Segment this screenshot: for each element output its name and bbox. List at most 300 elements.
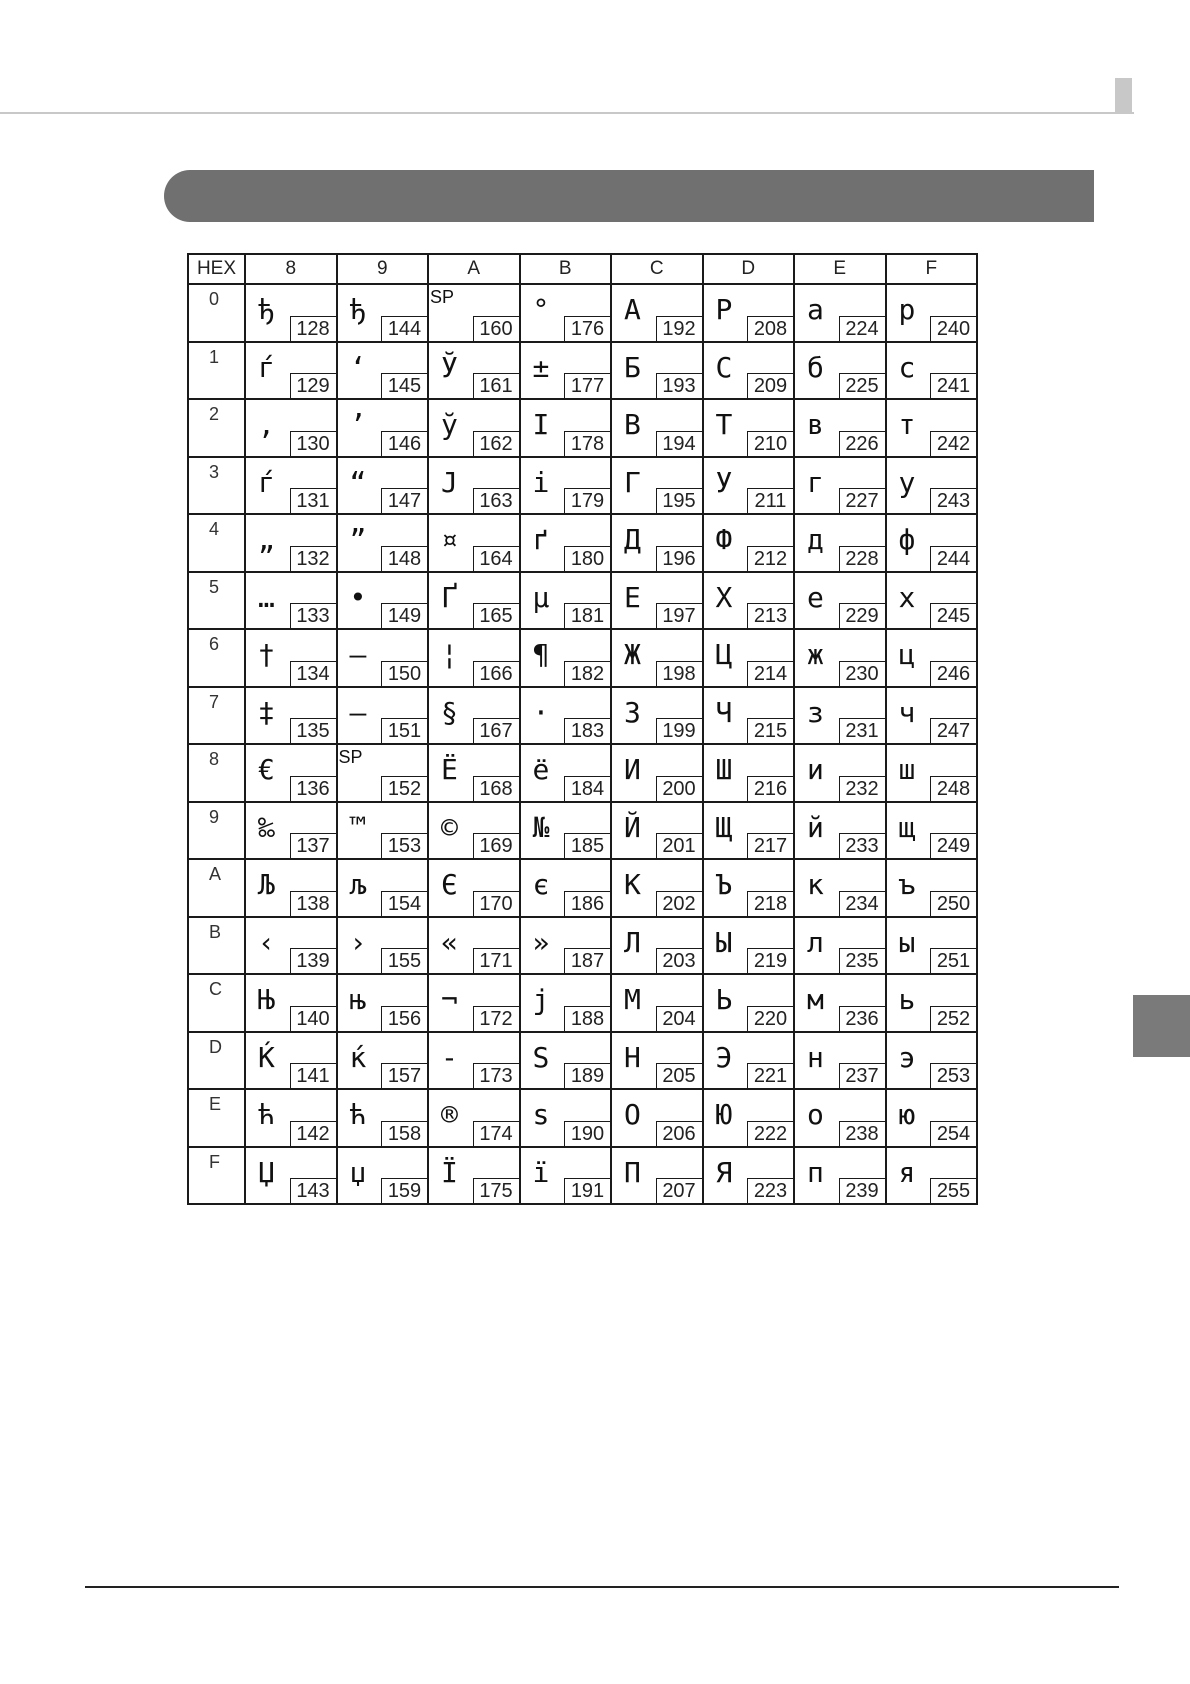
char-cell: [794, 744, 886, 802]
decimal-code: 227: [839, 488, 885, 513]
char-cell: [703, 1147, 795, 1205]
char-cell: [794, 917, 886, 975]
table-row: [188, 744, 977, 802]
decimal-code: 202: [656, 891, 702, 916]
char-glyph: ж: [807, 638, 824, 671]
char-cell: [611, 629, 703, 687]
decimal-code: 158: [381, 1121, 427, 1146]
decimal-code: 132: [290, 546, 336, 571]
char-cell: [428, 284, 520, 342]
char-cell: [428, 917, 520, 975]
decimal-code: 205: [656, 1063, 702, 1088]
char-cell: [520, 514, 612, 572]
char-glyph: Ф: [715, 523, 733, 556]
char-glyph: Е: [624, 580, 641, 614]
char-cell: [428, 1089, 520, 1147]
column-header: 8: [245, 254, 337, 284]
char-cell: [520, 1032, 612, 1090]
decimal-code: 206: [656, 1121, 702, 1146]
decimal-code: 181: [564, 603, 610, 628]
decimal-code: 184: [564, 776, 610, 801]
decimal-code: 199: [656, 718, 702, 743]
char-glyph: -: [441, 1040, 458, 1074]
decimal-code: 146: [381, 431, 427, 456]
decimal-code: 141: [290, 1063, 336, 1088]
char-glyph: –: [349, 638, 367, 671]
char-cell: [611, 342, 703, 400]
decimal-code: 191: [564, 1178, 610, 1203]
char-cell: [611, 399, 703, 457]
decimal-code: 148: [381, 546, 427, 571]
char-glyph: з: [807, 695, 824, 729]
char-cell: [428, 457, 520, 515]
char-glyph: »: [532, 925, 550, 959]
decimal-code: 149: [381, 603, 427, 628]
decimal-code: 246: [930, 661, 976, 686]
table-row: [188, 514, 977, 572]
decimal-code: 182: [564, 661, 610, 686]
decimal-code: 151: [381, 718, 427, 743]
char-glyph: ц: [898, 638, 916, 671]
char-glyph: ‚: [258, 408, 275, 441]
char-cell: [428, 514, 520, 572]
decimal-code: 187: [564, 948, 610, 973]
char-cell: [337, 744, 429, 802]
decimal-code: 221: [747, 1063, 793, 1088]
char-cell: [794, 1089, 886, 1147]
char-glyph: П: [624, 1155, 641, 1189]
decimal-code: 250: [930, 891, 976, 916]
char-glyph: Л: [624, 925, 641, 959]
char-glyph: О: [624, 1098, 641, 1131]
char-glyph: І: [532, 408, 550, 441]
char-cell: [337, 859, 429, 917]
char-cell: [703, 744, 795, 802]
char-cell: [703, 974, 795, 1032]
char-glyph: Є: [441, 868, 458, 901]
char-cell: [886, 1089, 978, 1147]
char-cell: [428, 572, 520, 630]
char-glyph: —: [349, 695, 367, 729]
decimal-code: 225: [839, 373, 885, 398]
char-cell: [611, 859, 703, 917]
footer-rule: [85, 1586, 1119, 1588]
char-glyph: ¶: [532, 638, 550, 671]
char-glyph: ¦: [441, 638, 458, 671]
char-cell: [886, 974, 978, 1032]
char-cell: [886, 284, 978, 342]
decimal-code: 222: [747, 1121, 793, 1146]
char-cell: [794, 687, 886, 745]
char-cell: [520, 1089, 612, 1147]
char-glyph: ь: [898, 983, 916, 1016]
char-glyph: Н: [624, 1040, 641, 1074]
char-cell: [520, 457, 612, 515]
char-cell: [245, 1032, 337, 1090]
char-glyph: Р: [715, 293, 733, 326]
row-label: C: [188, 974, 245, 1032]
char-glyph: Ю: [715, 1098, 733, 1131]
row-label: 2: [188, 399, 245, 457]
char-cell: [886, 457, 978, 515]
char-glyph: Э: [715, 1040, 733, 1074]
char-cell: [794, 629, 886, 687]
decimal-code: 247: [930, 718, 976, 743]
char-cell: [245, 399, 337, 457]
char-glyph: ›: [349, 925, 367, 959]
char-cell: [245, 917, 337, 975]
char-glyph: ¤: [441, 523, 458, 556]
char-glyph: К: [624, 868, 641, 901]
char-glyph: т: [898, 408, 916, 441]
char-glyph: Й: [624, 810, 641, 844]
char-cell: [886, 399, 978, 457]
decimal-code: 244: [930, 546, 976, 571]
decimal-code: 251: [930, 948, 976, 973]
table-row: [188, 1032, 977, 1090]
decimal-code: 218: [747, 891, 793, 916]
char-glyph: ђ: [349, 293, 367, 326]
char-glyph: Ґ: [441, 580, 458, 614]
decimal-code: 211: [747, 488, 793, 513]
decimal-code: 133: [290, 603, 336, 628]
decimal-code: 174: [473, 1121, 519, 1146]
char-glyph: и: [807, 753, 824, 786]
char-cell: [611, 457, 703, 515]
char-cell: [886, 1032, 978, 1090]
char-cell: [611, 974, 703, 1032]
decimal-code: 245: [930, 603, 976, 628]
header-rule: [0, 112, 1134, 114]
char-cell: [886, 629, 978, 687]
decimal-code: 197: [656, 603, 702, 628]
char-cell: [337, 629, 429, 687]
char-glyph: ў: [441, 408, 458, 441]
char-glyph: ђ: [258, 293, 275, 326]
char-cell: [520, 917, 612, 975]
char-glyph: “: [349, 465, 367, 499]
table-body: [188, 284, 977, 1204]
row-label: 5: [188, 572, 245, 630]
decimal-code: 159: [381, 1178, 427, 1203]
char-glyph: Ѕ: [532, 1040, 550, 1074]
char-glyph: д: [807, 523, 824, 556]
char-glyph: Ќ: [258, 1040, 275, 1074]
char-glyph: њ: [349, 983, 367, 1016]
char-cell: [794, 859, 886, 917]
char-glyph: й: [807, 810, 824, 844]
char-glyph: ѕ: [532, 1098, 550, 1131]
row-label: D: [188, 1032, 245, 1090]
decimal-code: 156: [381, 1006, 427, 1031]
char-glyph: џ: [349, 1155, 367, 1189]
char-glyph: ю: [898, 1098, 916, 1131]
char-glyph: ѓ: [258, 350, 275, 384]
char-cell: [794, 514, 886, 572]
decimal-code: 233: [839, 833, 885, 858]
table-row: [188, 859, 977, 917]
decimal-code: 213: [747, 603, 793, 628]
decimal-code: 140: [290, 1006, 336, 1031]
char-glyph: „: [258, 523, 275, 556]
char-cell: [337, 974, 429, 1032]
char-glyph: ё: [532, 753, 550, 786]
row-label: F: [188, 1147, 245, 1205]
char-glyph: †: [258, 638, 275, 671]
char-glyph: SP: [430, 287, 455, 307]
row-label: 1: [188, 342, 245, 400]
char-cell: [703, 457, 795, 515]
decimal-code: 237: [839, 1063, 885, 1088]
char-cell: [794, 457, 886, 515]
decimal-code: 137: [290, 833, 336, 858]
char-glyph: к: [807, 868, 824, 901]
char-glyph: ч: [898, 695, 916, 729]
char-glyph: №: [532, 810, 550, 844]
decimal-code: 152: [381, 776, 427, 801]
char-cell: [794, 399, 886, 457]
row-label: 9: [188, 802, 245, 860]
char-cell: [245, 687, 337, 745]
char-glyph: Џ: [258, 1155, 275, 1189]
char-glyph: У: [715, 465, 733, 499]
char-glyph: р: [898, 293, 916, 326]
table-row: [188, 342, 977, 400]
decimal-code: 254: [930, 1121, 976, 1146]
decimal-code: 208: [747, 316, 793, 341]
char-glyph: Ї: [441, 1155, 458, 1189]
char-glyph: љ: [349, 868, 367, 901]
decimal-code: 169: [473, 833, 519, 858]
decimal-code: 139: [290, 948, 336, 973]
decimal-code: 232: [839, 776, 885, 801]
decimal-code: 193: [656, 373, 702, 398]
char-glyph: М: [624, 983, 641, 1016]
row-label: A: [188, 859, 245, 917]
char-cell: [794, 1147, 886, 1205]
decimal-code: 162: [473, 431, 519, 456]
char-cell: [886, 859, 978, 917]
char-cell: [428, 342, 520, 400]
decimal-code: 145: [381, 373, 427, 398]
char-glyph: °: [532, 293, 550, 326]
decimal-code: 167: [473, 718, 519, 743]
table-row: [188, 572, 977, 630]
decimal-code: 131: [290, 488, 336, 513]
decimal-code: 180: [564, 546, 610, 571]
decimal-code: 130: [290, 431, 336, 456]
char-glyph: §: [441, 695, 458, 729]
char-glyph: ‡: [258, 695, 275, 729]
char-glyph: И: [624, 753, 641, 786]
char-glyph: Ш: [715, 753, 733, 786]
char-cell: [520, 629, 612, 687]
decimal-code: 157: [381, 1063, 427, 1088]
char-cell: [245, 974, 337, 1032]
char-glyph: є: [532, 868, 550, 901]
char-glyph: н: [807, 1040, 824, 1074]
column-header: D: [703, 254, 795, 284]
char-cell: [611, 1147, 703, 1205]
char-glyph: ќ: [349, 1040, 367, 1074]
char-cell: [703, 629, 795, 687]
char-glyph: ї: [532, 1155, 550, 1189]
decimal-code: 164: [473, 546, 519, 571]
decimal-code: 238: [839, 1121, 885, 1146]
char-cell: [245, 514, 337, 572]
decimal-code: 230: [839, 661, 885, 686]
char-cell: [520, 744, 612, 802]
char-glyph: Ь: [715, 983, 733, 1016]
decimal-code: 178: [564, 431, 610, 456]
decimal-code: 175: [473, 1178, 519, 1203]
char-cell: [337, 1147, 429, 1205]
char-cell: [794, 1032, 886, 1090]
char-glyph: ‹: [258, 925, 275, 959]
decimal-code: 176: [564, 316, 610, 341]
char-glyph: В: [624, 408, 641, 441]
decimal-code: 138: [290, 891, 336, 916]
char-glyph: с: [898, 350, 916, 384]
char-glyph: ®: [441, 1098, 458, 1131]
char-glyph: Д: [624, 523, 641, 556]
char-cell: [703, 859, 795, 917]
char-cell: [428, 802, 520, 860]
decimal-code: 185: [564, 833, 610, 858]
decimal-code: 144: [381, 316, 427, 341]
char-cell: [886, 514, 978, 572]
row-label: B: [188, 917, 245, 975]
char-cell: [703, 917, 795, 975]
table-row: [188, 687, 977, 745]
column-header: A: [428, 254, 520, 284]
decimal-code: 198: [656, 661, 702, 686]
decimal-code: 249: [930, 833, 976, 858]
decimal-code: 172: [473, 1006, 519, 1031]
decimal-code: 214: [747, 661, 793, 686]
decimal-code: 204: [656, 1006, 702, 1031]
char-cell: [611, 744, 703, 802]
char-cell: [520, 399, 612, 457]
char-cell: [886, 802, 978, 860]
decimal-code: 147: [381, 488, 427, 513]
char-glyph: ј: [532, 983, 550, 1016]
decimal-code: 215: [747, 718, 793, 743]
char-glyph: у: [898, 465, 916, 499]
char-cell: [337, 1089, 429, 1147]
char-cell: [337, 342, 429, 400]
decimal-code: 243: [930, 488, 976, 513]
decimal-code: 207: [656, 1178, 702, 1203]
char-glyph: а: [807, 293, 824, 326]
char-cell: [703, 572, 795, 630]
char-glyph: ‰: [258, 810, 275, 844]
decimal-code: 228: [839, 546, 885, 571]
decimal-code: 248: [930, 776, 976, 801]
char-glyph: б: [807, 350, 824, 384]
decimal-code: 196: [656, 546, 702, 571]
char-cell: [703, 802, 795, 860]
char-cell: [337, 514, 429, 572]
decimal-code: 171: [473, 948, 519, 973]
char-cell: [428, 1032, 520, 1090]
char-glyph: і: [532, 465, 550, 499]
char-glyph: л: [807, 925, 824, 959]
char-cell: [520, 802, 612, 860]
char-cell: [337, 1032, 429, 1090]
char-glyph: ћ: [258, 1098, 275, 1131]
char-cell: [245, 572, 337, 630]
char-cell: [886, 1147, 978, 1205]
char-cell: [245, 744, 337, 802]
char-glyph: Щ: [715, 810, 733, 844]
char-cell: [428, 629, 520, 687]
decimal-code: 241: [930, 373, 976, 398]
char-glyph: ©: [441, 810, 458, 844]
char-glyph: п: [807, 1155, 824, 1189]
char-glyph: …: [258, 580, 275, 614]
decimal-code: 195: [656, 488, 702, 513]
char-glyph: µ: [532, 580, 550, 614]
char-glyph: е: [807, 580, 824, 614]
char-glyph: ’: [349, 408, 367, 441]
char-glyph: ±: [532, 350, 550, 384]
char-cell: [886, 342, 978, 400]
char-cell: [245, 342, 337, 400]
char-glyph: Х: [715, 580, 733, 614]
char-glyph: ‘: [349, 350, 367, 384]
char-glyph: А: [624, 293, 641, 326]
decimal-code: 161: [473, 373, 519, 398]
char-cell: [611, 917, 703, 975]
char-glyph: ф: [898, 523, 916, 556]
char-glyph: я: [898, 1155, 916, 1189]
char-glyph: Ј: [441, 465, 458, 499]
char-cell: [428, 859, 520, 917]
decimal-code: 142: [290, 1121, 336, 1146]
char-glyph: С: [715, 350, 733, 384]
decimal-code: 239: [839, 1178, 885, 1203]
char-cell: [520, 1147, 612, 1205]
char-glyph: €: [258, 753, 275, 786]
char-cell: [794, 572, 886, 630]
char-glyph: Ё: [441, 753, 458, 786]
char-glyph: ґ: [532, 523, 550, 556]
char-cell: [337, 457, 429, 515]
decimal-code: 224: [839, 316, 885, 341]
char-cell: [428, 1147, 520, 1205]
char-glyph: м: [807, 983, 824, 1016]
char-glyph: ”: [349, 523, 367, 556]
decimal-code: 179: [564, 488, 610, 513]
char-cell: [245, 284, 337, 342]
decimal-code: 216: [747, 776, 793, 801]
char-cell: [428, 687, 520, 745]
decimal-code: 255: [930, 1178, 976, 1203]
char-cell: [245, 1089, 337, 1147]
decimal-code: 189: [564, 1063, 610, 1088]
column-header: B: [520, 254, 612, 284]
table-row: [188, 629, 977, 687]
decimal-code: 203: [656, 948, 702, 973]
char-cell: [794, 342, 886, 400]
char-glyph: Ъ: [715, 868, 733, 901]
table-row: [188, 1147, 977, 1205]
decimal-code: 234: [839, 891, 885, 916]
char-cell: [520, 974, 612, 1032]
char-cell: [245, 802, 337, 860]
decimal-code: 136: [290, 776, 336, 801]
